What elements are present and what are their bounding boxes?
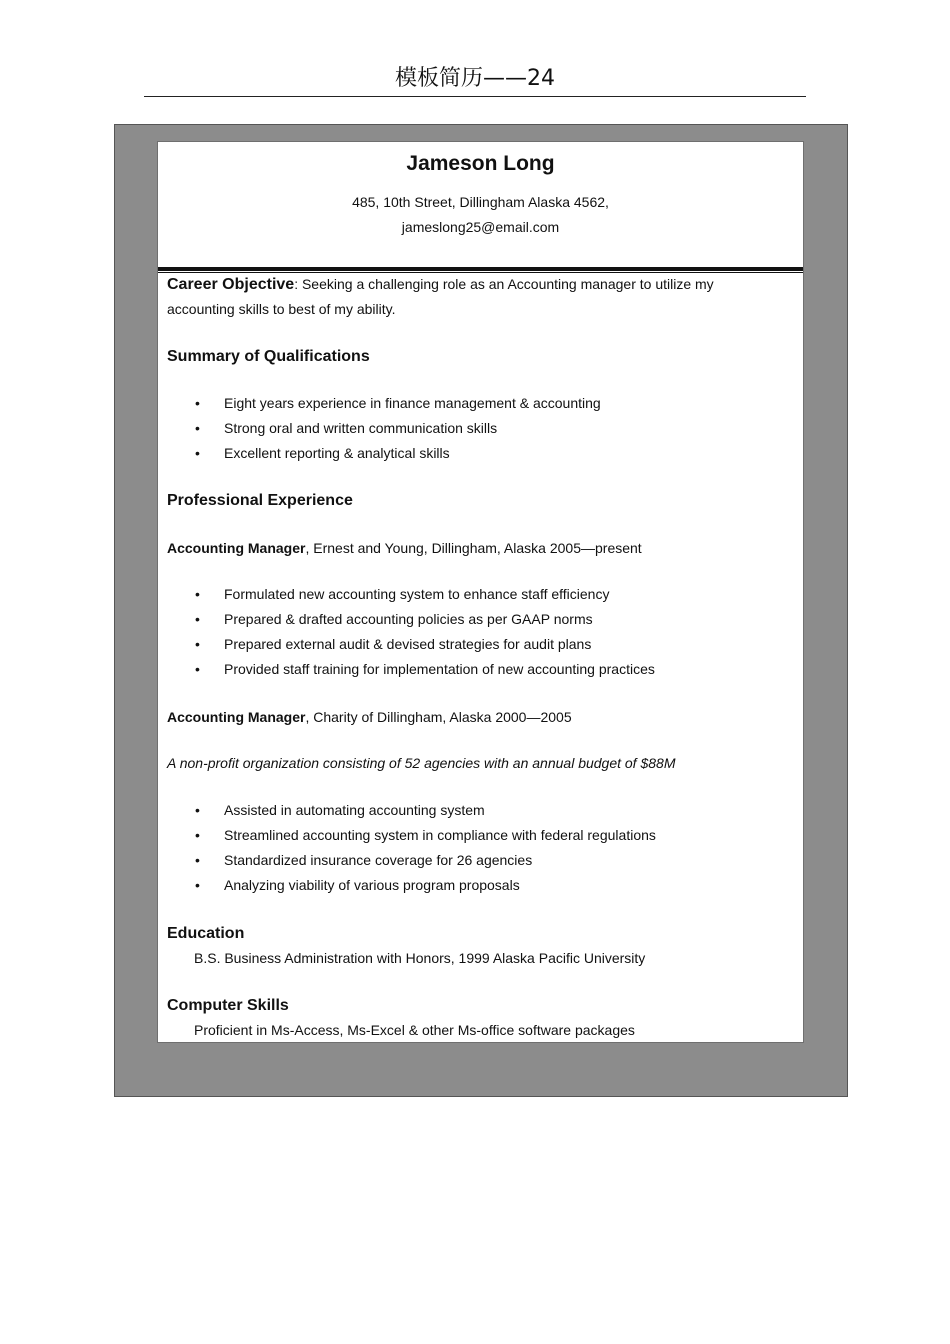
objective-text-line1: : Seeking a challenging role as an Accounting manager to utilize my [294,276,714,292]
skills-title: Computer Skills [167,997,289,1014]
list-item: • Analyzing viability of various program proposals [167,873,787,898]
objective-label: Career Objective [167,276,295,293]
experience-title: Professional Experience [167,492,353,509]
list-item: • Provided staff training for implementation of new accounting practices [167,657,787,682]
experience-section [167,488,787,513]
objective-text-line2: accounting skills to best of my ability. [167,301,396,317]
education-text: B.S. Business Administration with Honors, 1999 Alaska Pacific University [194,950,646,966]
job-details: , Ernest and Young, Dillingham, Alaska 2005—present [305,540,642,556]
list-item: • Standardized insurance coverage for 26 agencies [167,848,787,873]
qualifications-title: Summary of Qualifications [167,348,370,365]
resume-header [158,142,803,268]
list-item: • Excellent reporting & analytical skills [167,441,787,466]
resume-sheet [157,141,804,1043]
education-section [167,921,787,971]
list-item: • Prepared external audit & devised strategies for audit plans [167,632,787,657]
job-role: Accounting Manager [167,540,306,556]
list-item: • Formulated new accounting system to enhance staff efficiency [167,582,787,607]
job-entry [167,536,787,682]
list-item: • Prepared & drafted accounting policies as per GAAP norms [167,607,787,632]
list-item: • Eight years experience in finance management & accounting [167,391,787,416]
job-role: Accounting Manager [167,709,306,725]
list-item: • Assisted in automating accounting system [167,798,787,823]
candidate-address: 485, 10th Street, Dillingham Alaska 4562, [352,194,609,210]
job-entry [167,705,787,898]
list-item: • Strong oral and written communication skills [167,416,787,441]
organization-note: A non-profit organization consisting of 52 agencies with an annual budget of $88M [167,755,676,771]
list-item: • Streamlined accounting system in compliance with federal regulations [167,823,787,848]
job-details: , Charity of Dillingham, Alaska 2000—2005 [305,709,572,725]
document-title: 模板简历——24 [144,62,806,97]
qualifications-list [167,391,787,466]
career-objective [167,272,787,322]
skills-text: Proficient in Ms-Access, Ms-Excel & other Ms-office software packages [194,1022,635,1038]
candidate-email: jameslong25@email.com [401,219,560,235]
job-duties-list [167,582,787,682]
skills-section [167,993,787,1043]
candidate-name: Jameson Long [406,152,555,175]
qualifications-section [167,344,787,466]
education-title: Education [167,925,245,942]
job-duties-list [167,798,787,898]
